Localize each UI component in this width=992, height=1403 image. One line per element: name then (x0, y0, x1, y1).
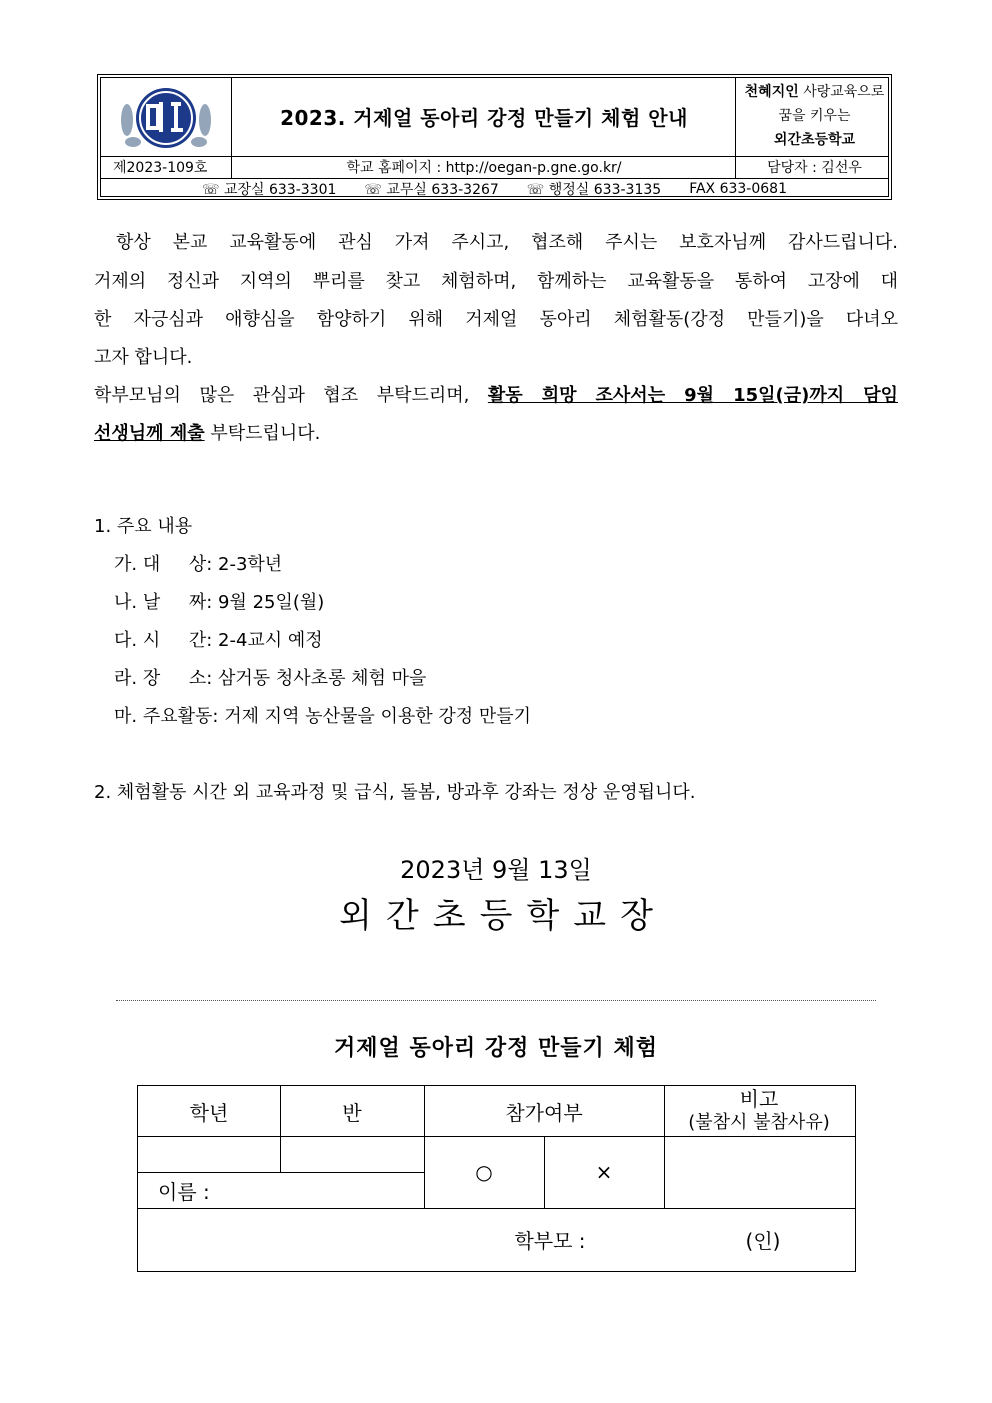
document-title: 2023. 거제얼 동아리 강정 만들기 체험 안내 (280, 106, 688, 130)
motto-line2: 꿈을 키우는 (778, 108, 851, 124)
item-value: 9월 25일(월) (218, 592, 325, 613)
request-text: 학부모님의 많은 관심과 협조 부탁드리며, (94, 385, 488, 406)
intro-line-1: 항상 본교 교육활동에 관심 가져 주시고, 협조해 주시는 보호자님께 감사드립니다. (116, 232, 898, 253)
item-label: 마. 주요활동: (114, 706, 219, 727)
item-value: 삼거동 청사초롱 체험 마을 (218, 668, 427, 689)
request-line-2 (94, 415, 898, 453)
reply-form (137, 1085, 856, 1272)
item-target (114, 550, 282, 576)
item-label: 가. 대 상: (114, 554, 213, 575)
item-place (114, 664, 426, 690)
cut-line (116, 1000, 876, 1001)
school-motto (737, 80, 892, 155)
submit-notice: 선생님께 제출 (94, 423, 205, 444)
item-value: 거제 지역 농산물을 이용한 강정 만들기 (224, 706, 532, 727)
item-label: 나. 날 짜: (114, 592, 213, 613)
form-title: 거제얼 동아리 강정 만들기 체험 (334, 1035, 658, 1061)
divider (231, 78, 232, 156)
parent-label: 학부모 : (514, 1228, 586, 1253)
homepage-url: 학교 홈페이지 : http://oegan-p.gne.go.kr/ (346, 160, 622, 176)
note-header-title: 비고 (739, 1087, 779, 1111)
intro-line-3: 한 자긍심과 애향심을 함양하기 위해 거제얼 동아리 체험활동(강정 만들기)을 다녀오 (94, 309, 898, 330)
fax-number: FAX 633-0681 (689, 181, 787, 197)
name-label: 이름 : (158, 1179, 210, 1204)
participation-header: 참가여부 (505, 1100, 583, 1125)
note-input[interactable] (664, 1136, 854, 1208)
section-1-heading: 1. 주요 내용 (94, 516, 193, 537)
note-header-sub: (불참시 불참사유) (688, 1112, 830, 1133)
item-value: 2-3학년 (218, 554, 283, 575)
motto-school-name: 외간초등학교 (773, 132, 856, 148)
deadline-notice: 활동 희망 조사서는 9월 15일(금)까지 담임 (487, 385, 898, 406)
contact-phones (101, 178, 888, 200)
section-2-text: 2. 체험활동 시간 외 교육과정 및 급식, 돌봄, 방과후 강좌는 정상 운영됩니다. (94, 782, 696, 803)
note-header (664, 1086, 854, 1136)
intro-line-4: 고자 합니다. (94, 347, 193, 368)
item-value: 2-4교시 예정 (218, 630, 323, 651)
motto-line1: 사랑교육으로 (798, 84, 885, 100)
divider (735, 78, 736, 178)
request-line-1 (94, 377, 898, 415)
grade-header: 학년 (189, 1100, 229, 1125)
circle-icon: ○ (475, 1160, 493, 1184)
item-date (114, 588, 324, 614)
manager-name: 담당자 : 김선우 (767, 160, 862, 176)
class-input[interactable] (280, 1136, 424, 1172)
item-label: 라. 장 소: (114, 668, 213, 689)
attend-yes-option[interactable] (424, 1136, 544, 1208)
header-inner (100, 77, 889, 197)
document-number: 제2023-109호 (113, 160, 208, 176)
item-label: 다. 시 간: (114, 630, 213, 651)
name-field[interactable] (138, 1172, 424, 1208)
principal-signature: 외간초등학교장 (339, 896, 667, 936)
cross-icon: × (595, 1160, 613, 1184)
attend-no-option[interactable] (544, 1136, 664, 1208)
motto-keyword: 천혜지인 (744, 84, 799, 100)
teachers-office-phone: ☏ 교무실 633-3267 (364, 182, 499, 198)
divider (231, 156, 232, 178)
admin-office-phone: ☏ 행정실 633-3135 (526, 182, 662, 198)
request-closing: 부탁드립니다. (204, 423, 321, 444)
class-header: 반 (342, 1100, 362, 1125)
intro-line-2: 거제의 정신과 지역의 뿌리를 찾고 체험하며, 함께하는 교육활동을 통하여 고장에 대 (94, 271, 898, 292)
item-time (114, 626, 323, 652)
principal-office-phone: ☏ 교장실 633-3301 (202, 182, 337, 198)
seal-label: (인) (745, 1228, 781, 1253)
header-box (97, 74, 892, 200)
issue-date: 2023년 9월 13일 (400, 856, 592, 884)
item-activity (114, 702, 531, 728)
grade-input[interactable] (138, 1136, 280, 1172)
school-logo-icon (117, 84, 215, 156)
